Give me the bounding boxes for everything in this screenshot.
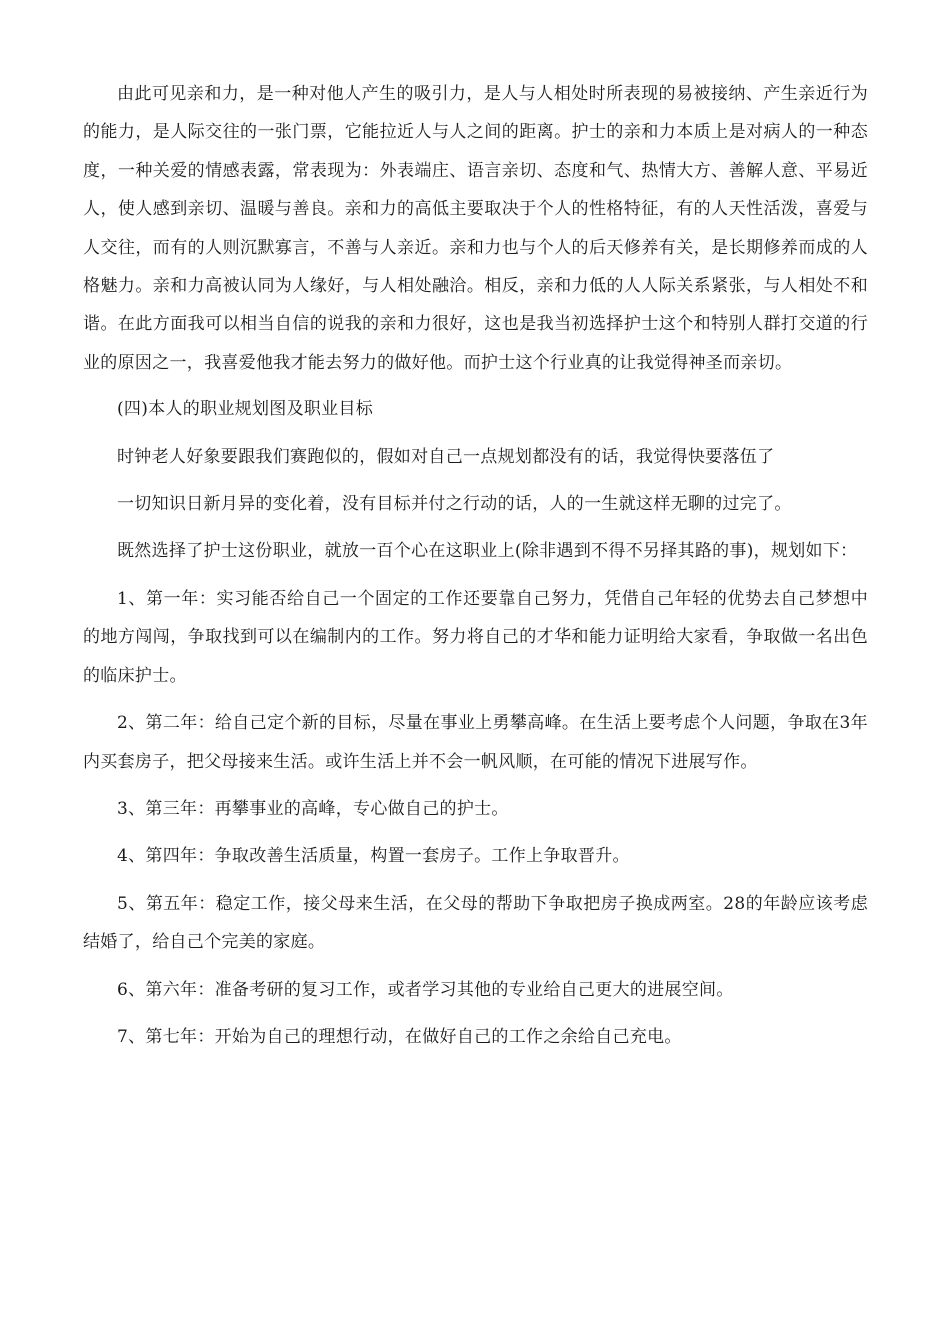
plan-item-year-6: 6、第六年：准备考研的复习工作，或者学习其他的专业给自己更大的进展空间。	[117, 979, 734, 1000]
paragraph-time-race: 时钟老人好象要跟我们赛跑似的，假如对自己一点规划都没有的话，我觉得快要落伍了	[117, 446, 775, 467]
paragraph-plan-intro: 既然选择了护士这份职业，就放一百个心在这职业上(除非遇到不得不另择其路的事)，规划如下：	[117, 541, 858, 562]
plan-item-year-7: 7、第七年：开始为自己的理想行动，在做好自己的工作之余给自己充电。	[117, 1026, 682, 1047]
section-heading-career-plan: (四)本人的职业规划图及职业目标	[117, 399, 374, 420]
paragraph-affinity: 由此可见亲和力，是一种对他人产生的吸引力，是人与人相处时所表现的易被接纳、产生亲近行为的能力，是人际交往的一张门票，它能拉近人与人之间的距离。护士的亲和力本质上是对病人的一种态度，一种关爱的情感表露，常表现为：外表端庄、语言亲切、态度和气、热情大方、善解人意、平易近人，使人感到亲切、温暖与善良。亲和力的高低主要取决于个人的性格特征，有的人天性活泼，喜爱与人交往，而有的人则沉默寡言，不善与人亲近。亲和力也与个人的后天修养有关，是长期修养而成的人格魅力。亲和力高被认同为人缘好，与人相处融洽。相反，亲和力低的人人际关系紧张，与人相处不和谐。在此方面我可以相当自信的说我的亲和力很好，这也是我当初选择护士这个和特别人群打交道的行业的原因之一，我喜爱他我才能去努力的做好他。而护士这个行业真的让我觉得神圣而亲切。	[83, 84, 868, 373]
plan-item-year-1: 1、第一年：实习能否给自己一个固定的工作还要靠自己努力，凭借自己年轻的优势去自己梦想中的地方闯闯，争取找到可以在编制内的工作。努力将自己的才华和能力证明给大家看，争取做一名出色的临床护士。	[83, 588, 868, 686]
plan-item-year-4: 4、第四年：争取改善生活质量，构置一套房子。工作上争取晋升。	[117, 846, 630, 867]
document-body	[83, 75, 868, 1056]
plan-item-year-5: 5、第五年：稳定工作，接父母来生活，在父母的帮助下争取把房子换成两室。28的年龄应该考虑结婚了，给自己个完美的家庭。	[83, 893, 868, 953]
paragraph-knowledge-change: 一切知识日新月异的变化着，没有目标并付之行动的话，人的一生就这样无聊的过完了。	[117, 494, 792, 515]
plan-item-year-2: 2、第二年：给自己定个新的目标，尽量在事业上勇攀高峰。在生活上要考虑个人问题，争取在3年内买套房子，把父母接来生活。或许生活上并不会一帆风顺，在可能的情况下进展写作。	[83, 713, 868, 772]
plan-item-year-3: 3、第三年：再攀事业的高峰，专心做自己的护士。	[117, 798, 509, 819]
